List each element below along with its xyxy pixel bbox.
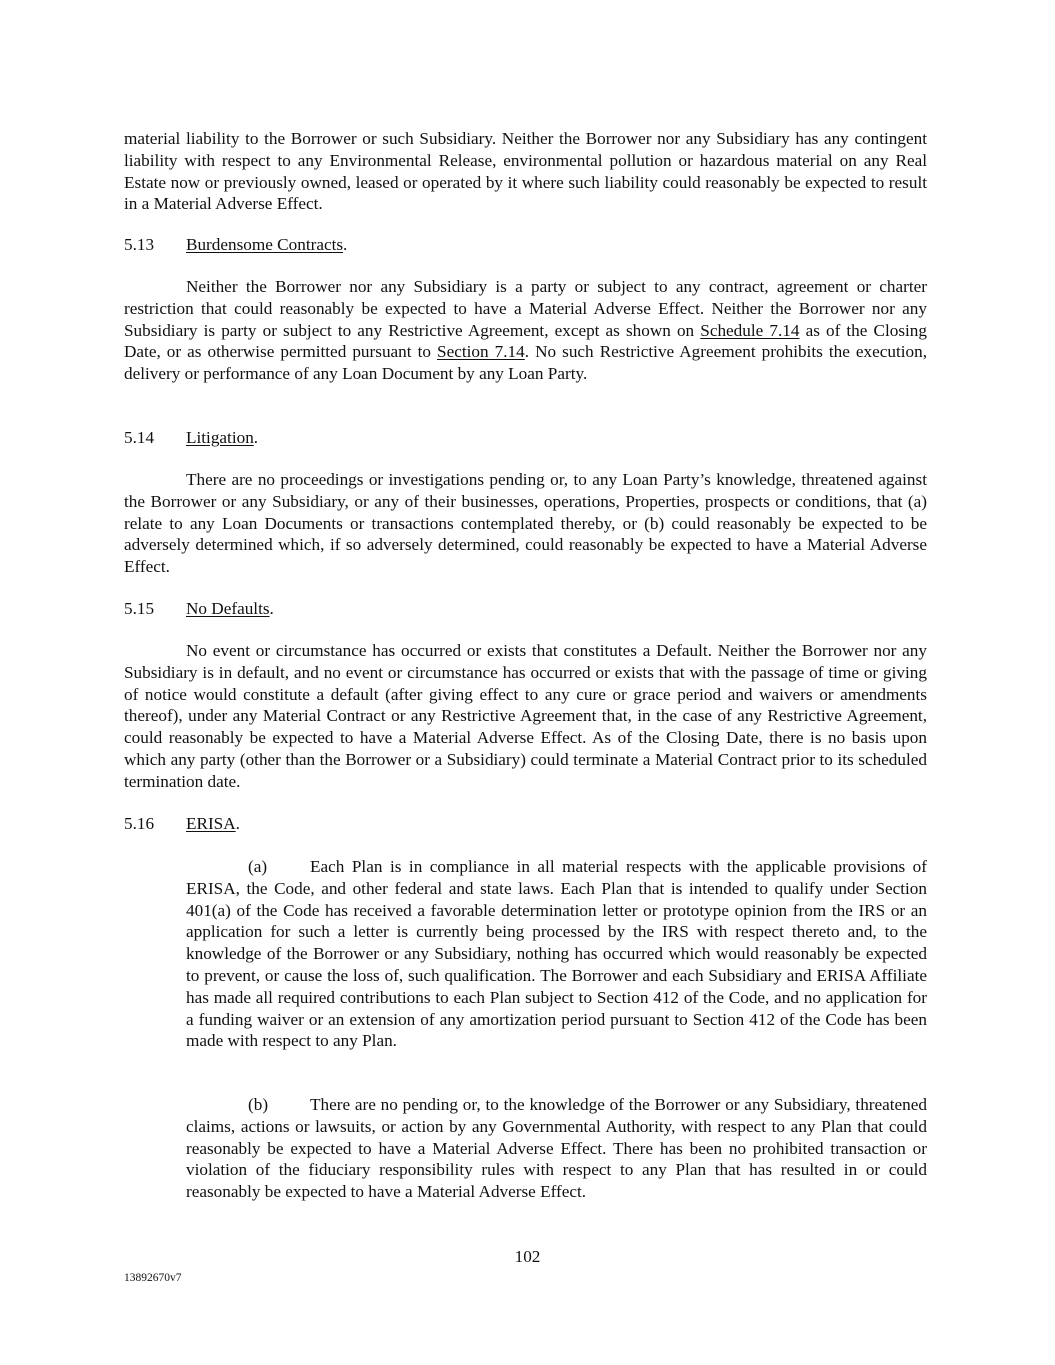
section-number: 5.15 xyxy=(124,599,155,618)
section-5-13-body xyxy=(124,276,927,385)
section-5-14-heading: 5.14 Litigation. xyxy=(124,428,259,447)
body-text: . No such Restrictive Agreement prohibits the execution, delivery or performance of any Loan Document by any Loan Party. xyxy=(124,342,928,384)
section-title: ERISA xyxy=(186,814,236,833)
section-5-13-heading: 5.13 Burdensome Contracts. xyxy=(124,235,348,254)
section-5-16-heading: 5.16 ERISA. xyxy=(124,814,240,833)
intro-paragraph: material liability to the Borrower or such Subsidiary. Neither the Borrower nor any Subsidiary has any contingent liability with respect to any Environmental Release, environmental pollution or hazardous material on any Real Estate now or previously owned, leased or operated by it where such liability could reasonably be expected to result in a Material Adverse Effect. xyxy=(124,129,927,214)
section-number: 5.14 xyxy=(124,428,155,447)
section-5-16-a xyxy=(186,856,927,1052)
body-text: Neither the Borrower nor any Subsidiary is a party or subject to any contract, agreement or charter restriction that could reasonably be expected to have a Material Adverse Effect. Neither the Borrower nor any Subsidiary is party or subject to any Restrictive Agreement, except as shown on xyxy=(124,277,927,340)
body-text: as of the Closing Date, or as otherwise permitted pursuant to xyxy=(124,320,927,362)
section-5-16-b xyxy=(186,1094,927,1203)
page-number: 102 xyxy=(514,1247,541,1266)
section-number: 5.13 xyxy=(124,235,155,254)
section-5-15-body: No event or circumstance has occurred or exists that constitutes a Default. Neither the Borrower nor any Subsidiary is in default, and no event or circumstance has occurred or exists that with the passage of time or giving of notice would constitute a default (after giving effect to any cure or grace period and waivers or amendments thereof), under any Material Contract or any Restrictive Agreement that, in the case of any Restrictive Agreement, could reasonably be expected to have a Material Adverse Effect. As of the Closing Date, there is no basis upon which any party (other than the Borrower or a Subsidiary) could terminate a Material Contract prior to its scheduled termination date. xyxy=(124,641,927,791)
document-id: 13892670v7 xyxy=(124,1272,182,1284)
subsection-label: (a) xyxy=(248,857,268,876)
section-5-14-body: There are no proceedings or investigations pending or, to any Loan Party’s knowledge, threatened against the Borrower or any Subsidiary, or any of their businesses, operations, Properties, prospects or conditions, that (a) relate to any Loan Documents or transactions contemplated thereby, or (b) could reasonably be expected to be adversely determined which, if so adversely determined, could reasonably be expected to have a Material Adverse Effect. xyxy=(124,470,927,577)
schedule-7-14-reference: Schedule 7.14 xyxy=(700,320,800,340)
section-title: No Defaults xyxy=(186,599,270,618)
section-5-15-heading: 5.15 No Defaults. xyxy=(124,599,274,618)
subsection-body: Each Plan is in compliance in all material respects with the applicable provisions of ERISA, the Code, and other federal and state laws. Each Plan that is intended to qualify under Section 401(a) of the Code has received a favorable determination letter or prototype opinion from the IRS or an application for such a letter is currently being processed by the IRS with respect thereto and, to the knowledge of the Borrower or any Subsidiary, nothing has occurred which would reasonably be expected to prevent, or cause the loss of, such qualification. The Borrower and each Subsidiary and ERISA Affiliate has made all required contributions to each Plan subject to Section 412 of the Code, and no application for a funding waiver or an extension of any amortization period pursuant to Section 412 of the Code has been made with respect to any Plan. xyxy=(186,857,927,1051)
section-title: Burdensome Contracts xyxy=(186,235,344,254)
subsection-label: (b) xyxy=(248,1095,269,1114)
section-number: 5.16 xyxy=(124,814,155,833)
section-title: Litigation xyxy=(186,428,254,447)
subsection-body: There are no pending or, to the knowledge of the Borrower or any Subsidiary, threatened claims, actions or lawsuits, or action by any Governmental Authority, with respect to any Plan that could reasonably be expected to have a Material Adverse Effect. There has been no prohibited transaction or violation of the fiduciary responsibility rules with respect to any Plan that has resulted in or could reasonably be expected to have a Material Adverse Effect. xyxy=(186,1095,927,1202)
section-7-14-reference: Section 7.14 xyxy=(437,342,525,362)
